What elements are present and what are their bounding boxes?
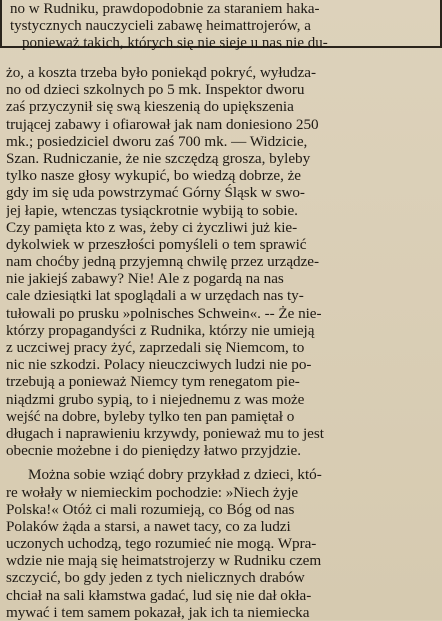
text-line: Szan. Rudniczanie, że nie szczędzą grosza, byleby (6, 149, 311, 167)
text-line: nam choćby jedną przyjemną chwilę przez urządze- (6, 253, 319, 271)
header-line: ponieważ takich, których się nie sieje u nas nie du- (22, 35, 328, 52)
text-line: mywać i tem samem pokazał, jak ich ta niemiecka (6, 603, 310, 621)
text-line: z uczciwej pracy żyć, zaprzedali się Niemcom, to (6, 339, 305, 356)
text-line: gdy im się uda powstrzymać Górny Śląsk w swo- (6, 184, 305, 202)
text-line: uczonych uchodzą, tego rozumieć nie mogą. Wpra- (6, 535, 317, 553)
text-line: Polaków żąda a starsi, a nawet tacy, co za ludzi (6, 517, 291, 535)
text-line: zaś przyczynił się swą kieszenią do upiększenia (6, 98, 294, 116)
text-line: długach i naprawieniu krzywdy, ponieważ mu to jest (6, 424, 324, 442)
text-line: wejść na dobre, byleby tylko ten pan pamiętał o (6, 407, 295, 425)
text-line: obecnie możebne i do pieniędzy łatwo przyjdzie. (6, 442, 301, 460)
text-line: trującej zabawy i ofiarował jak nam doniesiono 250 (6, 115, 319, 133)
text-line: chciał na sali kłamstwa gadać, lud się nie dał okła- (6, 586, 312, 604)
text-line: szczycić, bo gdy jeden z tych nielicznych drabów (6, 569, 305, 587)
text-line: dykolwiek w przeszłości pomyśleli o tem sprawić (6, 235, 307, 253)
text-line: jej łapie, wtenczas tysiąckrotnie wybiją to sobie. (6, 201, 298, 219)
text-line: Polska!« Otóż ci mali rozumieją, co Bóg od nas (6, 500, 295, 518)
header-line: no w Rudniku, prawdopodobnie za staraniem haka- (10, 1, 320, 17)
paragraph-1 (6, 64, 438, 459)
text-line: trzebują a ponieważ Niemcy tym renegatom pie- (6, 373, 300, 391)
paragraph-2 (6, 466, 438, 621)
text-line: którzy propagandyści z Rudnika, którzy nie umieją (6, 321, 315, 339)
article-body (6, 64, 438, 621)
header-line: tystycznych nauczycieli zabawę heimattrojerów, a (10, 18, 311, 35)
text-line: Można sobie wziąć dobry przykład z dzieci, któ- (28, 466, 322, 484)
text-line: cale dziesiątki lat spoglądali a w urzędach nas ty- (6, 287, 304, 305)
text-line: mk.; posiedziciel dworu zaś 700 mk. — Widzicie, (6, 132, 308, 150)
text-line: nic nie szkodzi. Polacy nieuczciwych ludzi nie po- (6, 356, 312, 374)
text-line: Czy pamięta kto z was, żeby ci życzliwi już kie- (6, 218, 298, 236)
boxed-article-ending (0, 0, 442, 52)
text-line: no od dzieci szkolnych po 5 mk. Inspektor dworu (6, 81, 305, 99)
text-line: re wołały w niemieckim pochodzie: »Niech żyje (6, 483, 299, 501)
text-line: tułowali po prusku »polnisches Schwein«. -- Że nie- (6, 304, 322, 322)
text-line: wdzie nie mają się heimatstrojerzy w Rudniku czem (6, 552, 322, 570)
text-line: żo, a koszta trzeba było poniekąd pokryć, wyłudza- (6, 64, 316, 81)
text-line: niądzmi grubo sypią, to i niejednemu z was może (6, 390, 305, 408)
text-line: nie jakiejś zabawy? Nie! Ale z pogardą na nas (6, 270, 284, 288)
text-line: tylko nasze głosy wykupić, bo wiedzą dobrze, że (6, 167, 301, 185)
